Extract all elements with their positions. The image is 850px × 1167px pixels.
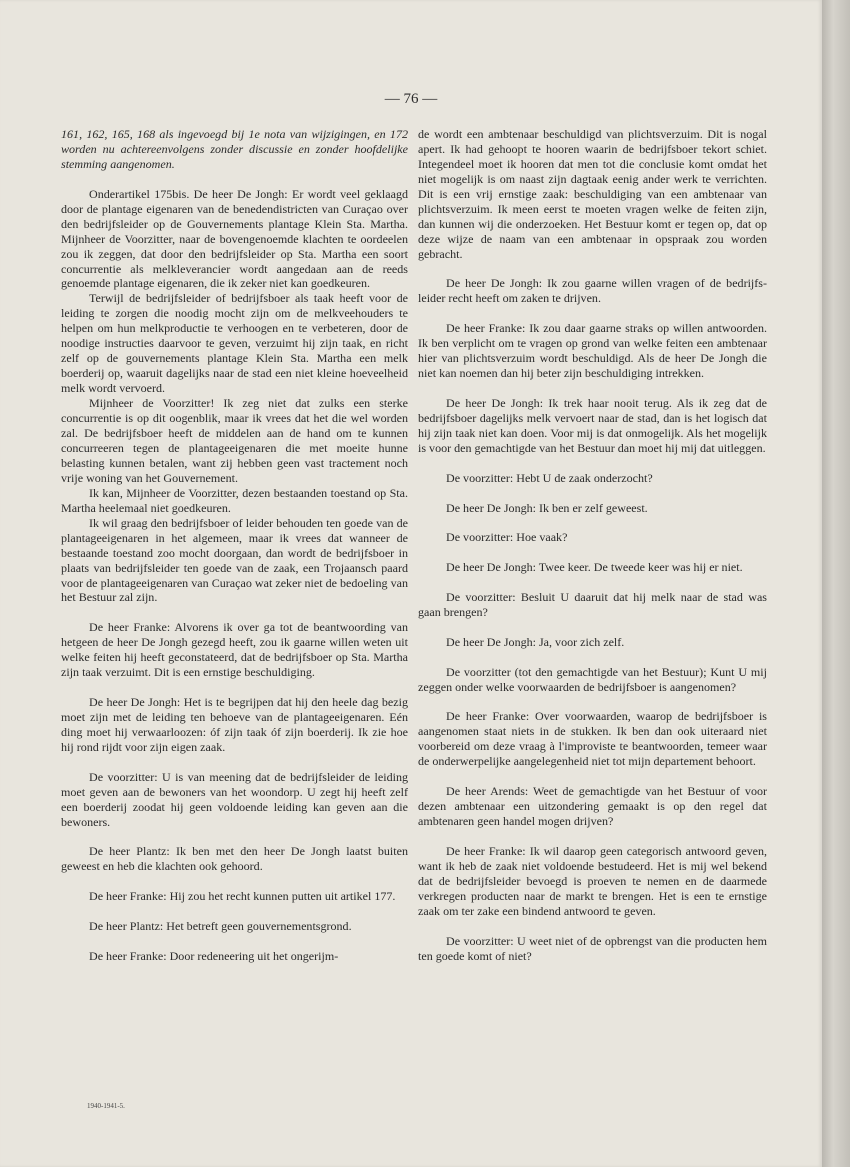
right-paragraph-7: De voorzitter: Hoe vaak? [446, 530, 568, 545]
right-paragraph-4: De heer De Jongh: Ik trek haar nooit terug. Als ik zeg dat de bedrijfsboer dagelijks melk vervoert naar de stad, dan is het logisch dat hij zijn taak niet kan doen. Voor mij is dat onmogelijk. Als het mogelijk is voor den gemachtigde van het Bestuur dan moet hij mij dat uitleggen. [418, 395, 767, 455]
right-column [418, 127, 767, 964]
left-paragraph-9: De voorzitter: U is van meening dat de bedrijfsleider de leiding moet geven aan de bewoners van het woondorp. U zegt hij heeft zelf een boerderij zoodat hij geen voldoende leiding kan geven aan die bewoners. [61, 769, 408, 829]
left-paragraph-11: De heer Franke: Hij zou het recht kunnen putten uit artikel 177. [89, 889, 396, 904]
right-paragraph-11: De voorzitter (tot den gemachtigde van het Bestuur); Kunt U mij zeggen onder welke voorwaarden de bedrijfsboer is aangenomen? [418, 664, 767, 694]
left-paragraph-13: De heer Franke: Door redeneering uit het ongerijm- [89, 948, 339, 963]
right-paragraph-8: De heer De Jongh: Twee keer. De tweede keer was hij er niet. [446, 560, 743, 575]
right-paragraph-10: De heer De Jongh: Ja, voor zich zelf. [446, 634, 625, 649]
footer-code: 1940-1941-5. [87, 1102, 125, 1110]
right-paragraph-1: de wordt een ambtenaar beschuldigd van plichtsverzuim. Dit is nogal apert. Ik had gehoopt te hooren waarin de bedrijfsboer tekort schiet. Integendeel moet ik hooren dat men tot die conclusie komt omdat het niet mogelijk is om naast zijn dagtaak eenig ander werk te verrichten. Dit is een vrij ernstige zaak: beschuldiging van een ambtenaar van plichtsverzuim. Ik meen eerst te moeten vragen welke de feiten zijn, dan kunnen wij die onderzoeken. Het Bestuur komt er tegen op, dat op deze wijze de naam van een ambtenaar in opspraak zou worden gebracht. [418, 127, 767, 261]
page-edge [822, 0, 850, 1167]
left-paragraph-7: De heer Franke: Alvorens ik over ga tot de beantwoording van hetgeen de heer De Jongh gezegd heeft, zou ik gaarne willen weten uit welke feiten hij heeft geconstateerd, dat de bedrijfsboer op Sta. Martha zijn taak verzuimt. Dit is een ernstige beschuldiging. [61, 620, 408, 680]
right-paragraph-5: De voorzitter: Hebt U de zaak onderzocht? [446, 470, 653, 485]
right-paragraph-14: De heer Franke: Ik wil daarop geen categorisch antwoord geven, want ik heb de zaak niet voldoende bestudeerd. Het is mij wel bekend dat de bedrijfsleider bevoegd is proeven te nemen en de daarmede verkregen producten naar de markt te brengen. Het is een te ernstige zaak om ter zake een bindend antwoord te geven. [418, 843, 767, 918]
left-paragraph-3: Terwijl de bedrijfsleider of bedrijfsboer als taak heeft voor de leiding te zorgen die noodig mocht zijn om de melkveehouders te helpen om hun melkproductie te verhoogen en te verbeteren, door de noodige instructies daarvoor te geven, verzuimt hij zijn taak, en richt zelf op de gouvernements plantage Klein Sta. Martha een melk boerderij op, waaruit dagelijks naar de stad een niet kleine hoeveelheid melk wordt vervoerd. [61, 291, 408, 396]
right-paragraph-15: De voorzitter: U weet niet of de opbrengst van die producten hem ten goede komt of niet? [418, 933, 767, 963]
right-paragraph-13: De heer Arends: Weet de gemachtigde van het Bestuur of voor dezen ambtenaar een uitzondering gemaakt is op den regel dat ambtenaren geen handel mogen drijven? [418, 784, 767, 829]
right-paragraph-2: De heer De Jongh: Ik zou gaarne willen vragen of de bedrijfs-leider recht heeft om zaken te drijven. [418, 276, 767, 306]
left-column [61, 127, 408, 964]
page-number: — 76 — [384, 91, 438, 107]
left-paragraph-12: De heer Plantz: Het betreft geen gouvernementsgrond. [89, 919, 352, 934]
left-paragraph-10: De heer Plantz: Ik ben met den heer De Jongh laatst buiten geweest en heb die klachten ook gehoord. [61, 844, 408, 874]
left-paragraph-6: Ik wil graag den bedrijfsboer of leider behouden ten goede van de plantageeigenaren in het algemeen, maar ik vrees dat wanneer de bestaande toestand zoo mocht doorgaan, dan wordt de bedrijfsboer in plaats van bedrijfsleider ten goede van de zaak, een Trojaansch paard voor de plantageeigenaren van Curaçao wat zeker niet de bedoeling van het Bestuur zal zijn. [61, 515, 408, 605]
left-paragraph-1: 161, 162, 165, 168 als ingevoegd bij 1e nota van wijzigingen, en 172 worden nu achtereenvolgens zonder discussie en zonder hoofdelijke stemming aangenomen. [61, 127, 408, 171]
left-paragraph-4: Mijnheer de Voorzitter! Ik zeg niet dat zulks een sterke concurrentie is op dit oogenblik, maar ik vrees dat het die wel worden zal. De bedrijfsboer heeft de middelen aan de hand om te kunnen concurreeren tegen de plantageeigenaren die met moeite hunne belasting kunnen betalen, want zij hebben geen vast tractement noch vrije woning van het Gouvernement. [61, 396, 408, 485]
left-paragraph-5: Ik kan, Mijnheer de Voorzitter, dezen bestaanden toestand op Sta. Martha heelemaal niet goedkeuren. [61, 485, 408, 515]
left-paragraph-8: De heer De Jongh: Het is te begrijpen dat hij den heele dag bezig moet zijn met de leiding ten behoeve van de plantageeigenaren. Eén ding moet hij verwaarloozen: óf zijn taak óf zijn boerderij. Ik zie hoe hij rond rijdt voor zijn eigen zaak. [61, 695, 408, 754]
right-paragraph-12: De heer Franke: Over voorwaarden, waarop de bedrijfsboer is aangenomen staat niets in de stukken. Ik ben dan ook uiteraard niet voorbereid om deze vraag à l'improviste te beantwoorden, temeer waar de onderwerpelijke aangelegenheid niet tot mijn departement behoort. [418, 709, 767, 769]
left-paragraph-2: Onderartikel 175bis. De heer De Jongh: Er wordt veel geklaagd door de plantage eigenaren van de benedendistricten van Curaçao over den bedrijfsleider op de Gouvernements plantage Klein Sta. Martha. Mijnheer de Voorzitter, naar de bovengenoemde klachten te oordeelen zou ik zeggen, dat door den bedrijfsleider op Sta. Martha een soort concurrentie als melkleverancier wordt aangedaan aan de reeds genoemde plantage eigenaren, die ik zeker niet kan goedkeuren. [61, 186, 408, 291]
right-paragraph-9: De voorzitter: Besluit U daaruit dat hij melk naar de stad was gaan brengen? [418, 590, 767, 619]
right-paragraph-6: De heer De Jongh: Ik ben er zelf geweest. [446, 500, 648, 515]
right-paragraph-3: De heer Franke: Ik zou daar gaarne straks op willen antwoorden. Ik ben verplicht om te vragen op grond van welke feiten een ambtenaar hier van plichtsverzuim wordt beschuldigd. Als de heer De Jongh die niet kan noemen dan hij beter zijn beschuldiging intrekken. [418, 321, 767, 381]
